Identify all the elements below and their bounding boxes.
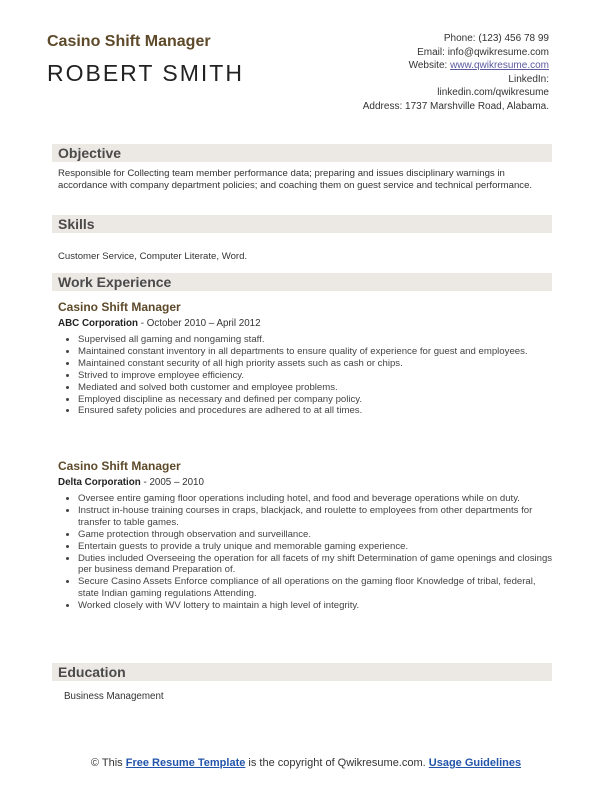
contact-email: Email: info@qwikresume.com [417,46,549,58]
job-title: Casino Shift Manager [47,33,211,50]
list-item: • Maintained constant inventory in all departments to ensure quality of experience for guest and employees. [78,346,558,358]
website-link[interactable]: www.qwikresume.com [450,60,549,72]
contact-address: Address: 1737 Marshville Road, Alabama. [362,100,549,112]
contact-block [309,32,549,114]
section-heading-skills: Skills [52,215,552,233]
candidate-name: ROBERT SMITH [47,60,244,86]
section-heading-work-experience: Work Experience [52,273,552,291]
contact-linkedin: linkedin.com/qwikresume [437,87,549,99]
list-item: • Secure Casino Assets Enforce compliance of all operations on the gaming floor Knowledge of tribal, federal, state Indian gaming regulations Attending. [78,576,558,600]
job-company-line [58,477,204,488]
contact-linkedin-label: LinkedIn: [508,73,549,85]
list-item: • Oversee entire gaming floor operations including hotel, and food and beverage operations while on duty. [78,493,558,505]
list-item: • Mediated and solved both customer and employee problems. [78,382,558,394]
section-heading-education: Education [52,663,552,681]
education-text: Business Management [64,691,164,702]
job-role: Casino Shift Manager [58,300,181,314]
list-item: • Worked closely with WV lottery to maintain a high level of integrity. [78,600,558,612]
job-bullets [64,493,558,612]
list-item: • Employed discipline as necessary and defined per company policy. [78,394,558,406]
list-item: • Game protection through observation and surveillance. [78,529,558,541]
objective-text: Responsible for Collecting team member performance data; preparing and issues disciplinary warnings in accordance with company department policies; and coaching them on guest service and technical performance. [58,168,533,191]
list-item: • Duties included Overseeing the operation for all facets of my shift Determination of game openings and closings per business demand Preparation of. [78,553,558,577]
list-item: • Entertain guests to provide a truly unique and memorable gaming experience. [78,541,558,553]
list-item: • Instruct in-house training courses in craps, blackjack, and roulette to employees from other departments for transfer to table games. [78,505,558,529]
free-resume-template-link[interactable]: Free Resume Template [125,757,246,769]
skills-text: Customer Service, Computer Literate, Word. [58,251,248,262]
job-role: Casino Shift Manager [58,459,181,473]
job-company-line [58,318,261,329]
contact-phone: Phone: (123) 456 78 99 [443,33,549,44]
usage-guidelines-link[interactable]: Usage Guidelines [428,757,522,769]
list-item: • Maintained constant security of all high priority assets such as cash or chips. [78,358,558,370]
job-dates: - 2005 – 2010 [140,477,204,488]
footer: © This Free Resume Template is the copyright of Qwikresume.com. Usage Guidelines [90,757,522,769]
job-bullets [64,334,558,417]
job-dates: - October 2010 – April 2012 [138,318,261,329]
list-item: • Ensured safety policies and procedures are adhered to at all times. [78,405,558,417]
list-item: • Supervised all gaming and nongaming staff. [78,334,558,346]
contact-website: Website: www.qwikresume.com [408,60,549,72]
company-name: ABC Corporation [58,318,139,329]
list-item: • Strived to improve employee efficiency. [78,370,558,382]
section-heading-objective: Objective [52,144,552,162]
company-name: Delta Corporation [58,477,141,488]
